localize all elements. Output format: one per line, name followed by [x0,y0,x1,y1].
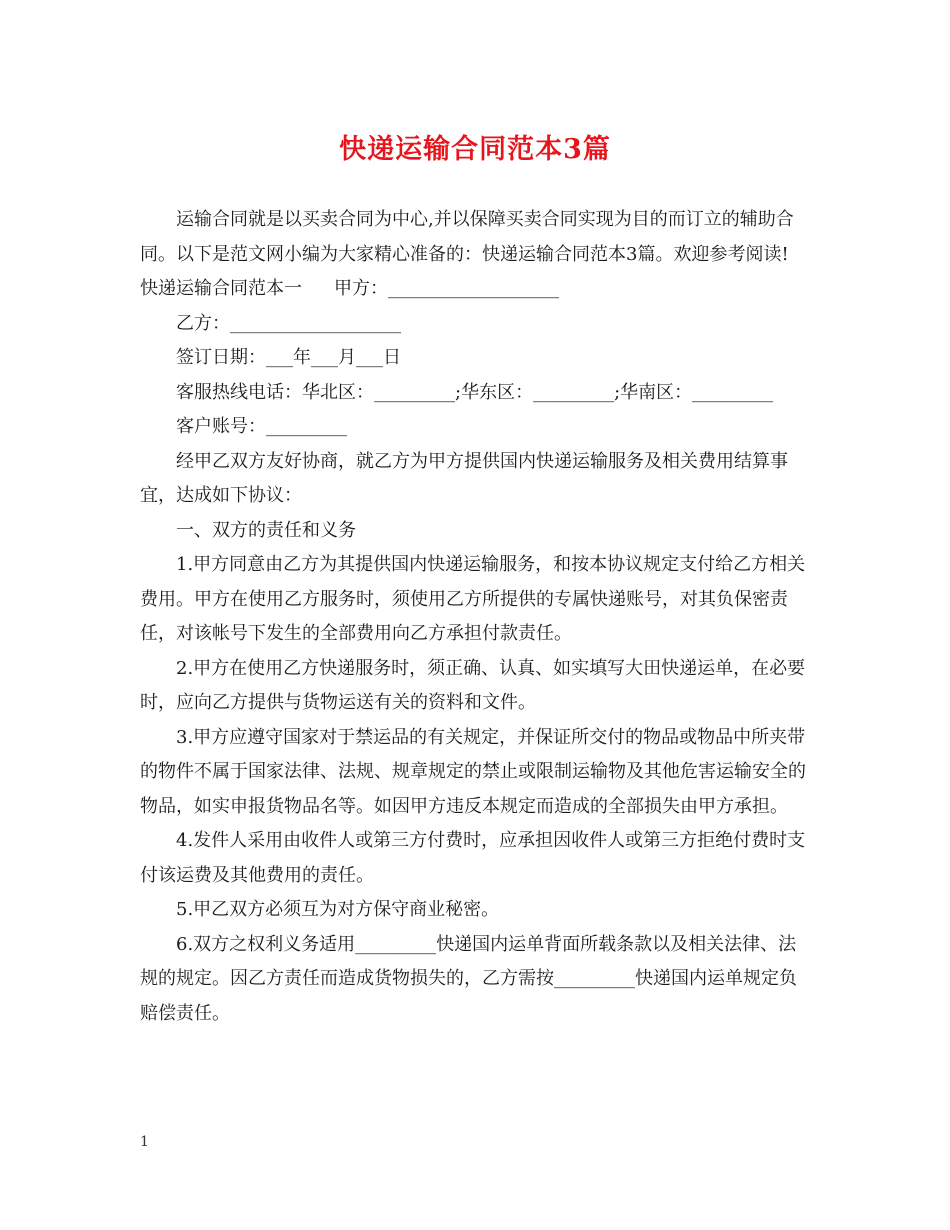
clause-paragraph: 5.甲乙双方必须互为对方保守商业秘密。 [176,899,500,920]
clause-paragraph: 6.双方之权利义务适用_________快递国内运单背面所载条款以及相关法律、法规的规定。因乙方责任而造成货物损失的，乙方需按_________快递国内运单规定负赔偿责任。 [140,933,797,1024]
document-body [140,203,812,1031]
sign-date-field: 签订日期：___年___月___日 [176,347,401,368]
hotline-field: 客服热线电话：华北区：_________;华东区：_________;华南区：_________ [176,381,774,403]
clause-paragraph: 1.甲方同意由乙方为其提供国内快递运输服务，和按本协议规定支付给乙方相关费用。甲方在使用乙方服务时，须使用乙方所提供的专属快递账号，对其负保密责任，对该帐号下发生的全部费用向乙方承担付款责任。 [140,554,806,644]
party-a-field: 甲方：___________________ [334,278,559,299]
clause-paragraph: 3.甲方应遵守国家对于禁运品的有关规定，并保证所交付的物品或物品中所夹带的物件不属于国家法律、法规、规章规定的禁止或限制运输物及其他危害运输安全的物品，如实申报货物品名等。如因甲方违反本规定而造成的全部损失由甲方承担。 [140,726,806,817]
clause-paragraph: 4.发件人采用由收件人或第三方付费时，应承担因收件人或第三方拒绝付费时支付该运费及其他费用的责任。 [140,830,806,886]
section-heading: 一、双方的责任和义务 [176,519,356,541]
account-field: 客户账号：_________ [176,416,347,437]
intro-paragraph: 运输合同就是以买卖合同为中心,并以保障买卖合同实现为目的而订立的辅助合同。以下是范文网小编为大家精心准备的：快递运输合同范本3篇。欢迎参考阅读! [140,209,794,265]
contract-header-line [140,272,812,307]
contract-name: 快递运输合同范本一 [140,278,302,299]
page-number: 1 [140,1134,149,1150]
clause-paragraph: 2.甲方在使用乙方快递服务时，须正确、认真、如实填写大田快递运单，在必要时，应向乙方提供与货物运送有关的资料和文件。 [140,657,806,713]
agreement-intro-paragraph: 经甲乙双方友好协商，就乙方为甲方提供国内快递运输服务及相关费用结算事宜，达成如下协议： [140,450,788,506]
document-title: 快递运输合同范本3篇 [339,134,611,165]
party-b-field: 乙方：___________________ [176,312,401,334]
